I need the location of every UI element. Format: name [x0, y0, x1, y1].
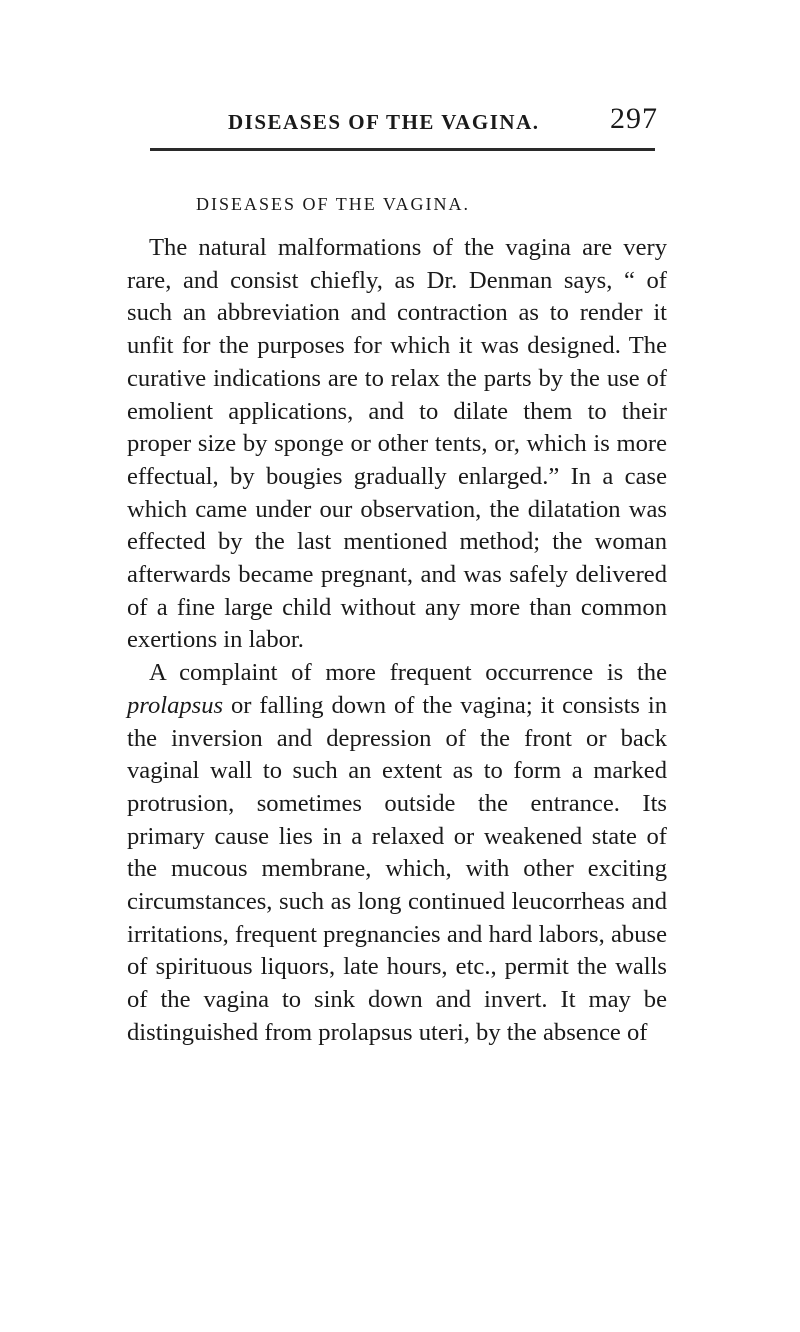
- paragraph-1: The natural malformations of the vagina are very rare, and consist chiefly, as Dr. Denman says, “ of such an abbreviation and contraction as to render it unfit for the purposes for which it was designed. The curative indications are to relax the parts by the use of emolient applications, and to dilate them to their proper size by sponge or other tents, or, which is more effectual, by bougies gradually enlarged.” In a case which came under our observation, the dilatation was effected by the last mentioned method; the woman afterwards became pregnant, and was safely delivered of a fine large child without any more than common exertions in labor.: [127, 234, 667, 654]
- paragraph-2-rest: or falling down of the vagina; it consists in the inversion and depression of the front or back vaginal wall to such an extent as to form a marked protrusion, sometimes outside the entrance. Its primary cause lies in a relaxed or weakened state of the mucous membrane, which, with other exciting circumstances, such as long continued leucorrheas and irritations, frequent pregnancies and hard labors, abuse of spirituous liquors, late hours, etc., permit the walls of the vagina to sink down and invert. It may be distinguished from prolapsus uteri, by the absence of: [127, 691, 667, 1046]
- header-rule: [150, 148, 655, 151]
- running-header: [150, 100, 660, 140]
- paragraph-2-start: A complaint of more frequent occurrence is the: [149, 659, 667, 687]
- section-heading: DISEASES OF THE VAGINA.: [196, 194, 471, 214]
- body-text: [127, 232, 667, 1050]
- paragraph-2-emphasis: prolapsus: [127, 691, 224, 719]
- paragraph-2: [127, 657, 667, 1049]
- running-title: DISEASES OF THE VAGINA.: [228, 110, 540, 134]
- page-number: 297: [610, 102, 658, 135]
